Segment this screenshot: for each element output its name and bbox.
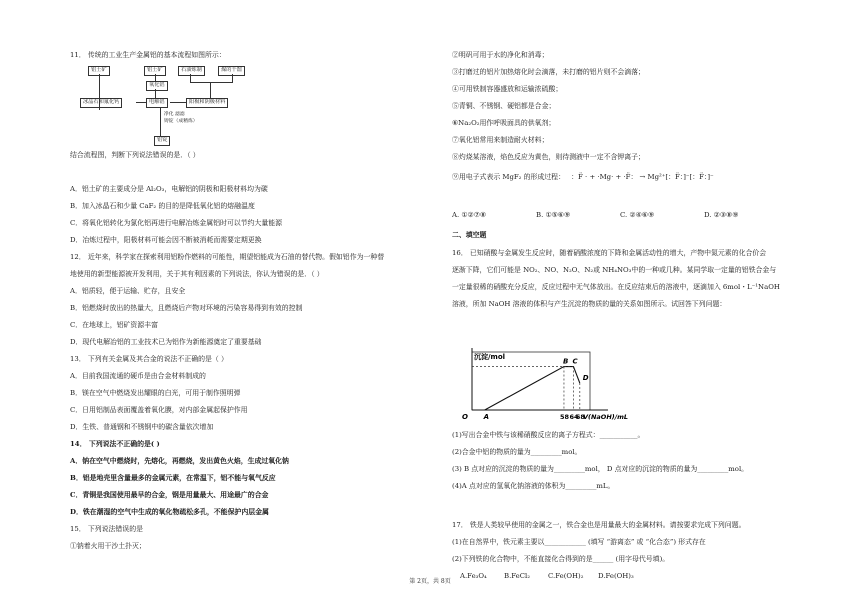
q15-item-7: ⑦氧化铝常用来制造耐火材料； <box>452 136 549 144</box>
q15-option-b: B. ①⑤⑥⑨ <box>536 211 571 219</box>
q15-option-a: A. ①②⑦⑧ <box>452 211 487 219</box>
q15-item-2: ②明矾可用于水的净化和消毒； <box>452 51 549 59</box>
q13-stem: 13． 下列有关金属及其合金的说法不正确的是（ ） <box>70 355 228 363</box>
q15-item-4: ④可用铁制容器盛放和运输浓硫酸； <box>452 85 563 93</box>
q13-option-d: D．生铁、普通钢和不锈钢中的碳含量依次增加 <box>70 423 214 431</box>
origin-label: O <box>462 413 468 421</box>
series-line <box>485 367 580 410</box>
q16-question-3: (3) B 点对应的沉淀的物质的量为_________mol， D 点对应的沉淀的物质的量为_________mol。 <box>452 465 749 473</box>
q15-item-9-text: ⑨用电子式表示 MgF₂ 的形成过程： <box>452 173 565 181</box>
q17-choice-c: C.Fe(OH)₂ <box>548 572 584 580</box>
q16-stem-line1: 16． 已知硝酸与金属发生反应时，随着硝酸浓度的下降和金属活动性的增大，产物中氮元素的化合价会 <box>452 249 767 257</box>
page-footer: 第 2页，共 8页 <box>409 578 451 585</box>
formula-mg: ·Mg· <box>597 173 614 181</box>
q12-option-a: A．铝质轻，便于运输、贮存，且安全 <box>70 287 186 295</box>
q12-option-d: D．现代电解冶铝的工业技术已为铝作为新能源奠定了重要基础 <box>70 338 262 346</box>
formula-f-left: ：F̈ · <box>571 173 588 181</box>
q14-option-a: A．钠在空气中燃烧时，先熔化，再燃烧，发出黄色火焰，生成过氧化钠 <box>70 457 289 465</box>
q11-option-c: C．将氧化铝转化为氯化铝再进行电解冶炼金属铝时可以节约大量能源 <box>70 219 282 227</box>
q17-question-1: (1)在自然界中，铁元素主要以____________ (填写 “游离态” 或 “化合态”) 形式存在 <box>452 538 706 546</box>
q15-item-8: ⑧灼烧某溶液，焰色反应为黄色，则待测液中一定不含钾离子； <box>452 153 645 161</box>
x-tick-label: 68 <box>575 413 585 421</box>
precipitate-volume-chart <box>452 348 632 428</box>
flow-al-oxide: 氧化铝 <box>146 81 168 91</box>
q16-stem-line2: 逐渐下降，它们可能是 NO₂、NO、N₂O、N₂或 NH₄NO₃中的一种或几种。某同学取一定量的铝铁合金与 <box>452 266 777 274</box>
q13-option-a: A．目前我国流通的硬币是由合金材料制成的 <box>70 372 206 380</box>
q16-question-2: (2)合金中铝的物质的量为_________mol。 <box>452 448 582 456</box>
q12-option-c: C．在地球上，铝矿资源丰富 <box>70 321 158 329</box>
flow-electro: 电解铝 <box>146 98 168 108</box>
q15-option-c: C. ②④⑥⑨ <box>620 211 655 219</box>
q13-option-c: C．日用铝制品表面覆盖着氧化膜，对内部金属起保护作用 <box>70 406 248 414</box>
point-label-A: A <box>483 413 490 421</box>
flow-process-1: 净化 滤滤 <box>164 112 185 117</box>
formula-f-right: ·F̈： <box>623 173 638 181</box>
q17-choice-d: D.Fe(OH)₃ <box>598 572 634 580</box>
q17-question-2: (2)下列铁的化合物中，不能直接化合得到的是______ (用字母代号填)。 <box>452 555 670 563</box>
aluminum-process-flowchart <box>80 66 270 154</box>
flow-line <box>160 107 161 136</box>
point-label-D: D <box>582 374 589 383</box>
q12-stem-line1: 12． 近年来，科学家在探索利用铝粉作燃料的可能性，期望铝能成为石油的替代物。假如铝作为一种替 <box>70 253 385 261</box>
formula-arrow: → <box>639 173 646 181</box>
q15-item-3: ③打磨过的铝片加热熔化时会滴落，未打磨的铝片则不会滴落； <box>452 68 645 76</box>
q14-stem: 14． 下列说法不正确的是( ) <box>70 440 160 448</box>
flow-coal-dry: 煤的干馏 <box>218 66 245 76</box>
flow-cryolite: 冰晶石和氟化钙 <box>80 98 122 108</box>
flow-alumina-ore: 铝土矿 <box>144 66 166 76</box>
q12-option-b: B．铝燃烧时放出的热量大，且燃烧后产物对环境的污染容易得到有效的控制 <box>70 304 303 312</box>
section-fill-in: 二、填空题 <box>452 231 487 239</box>
flow-line <box>155 89 156 98</box>
x-tick-label: 58 <box>559 413 569 421</box>
flow-arrow <box>170 102 186 103</box>
flow-line <box>190 82 233 83</box>
q11-option-a: A．铝土矿的主要成分是 Al₂O₃，电解铝的阴极和阳极材料均为碳 <box>70 185 268 193</box>
q13-option-b: B．镁在空气中燃烧发出耀眼的白光，可用于制作照明弹 <box>70 389 241 397</box>
point-label-B: B <box>562 357 569 366</box>
q14-option-d: D．铁在潮湿的空气中生成的氧化物疏松多孔，不能保护内层金属 <box>70 508 269 516</box>
flow-ingot: 铝锭 <box>154 136 170 146</box>
q15-item-9 <box>452 174 714 182</box>
x-tick-label: 64 <box>569 413 579 421</box>
q14-option-c: C．青铜是我国使用最早的合金，钢是用量最大、用途最广的合金 <box>70 491 269 499</box>
formula-plus-1: + <box>589 173 596 181</box>
q15-option-d: D. ②③⑧⑨ <box>704 211 739 219</box>
flow-line <box>190 74 191 82</box>
q15-item-5: ⑤青铜、不锈钢、硬铝都是合金； <box>452 102 556 110</box>
x-axis-label: V(NaOH)/mL <box>582 413 629 421</box>
flow-bauxite: 铝土矿 <box>88 66 110 76</box>
flow-oil-refine: 石油炼制 <box>178 66 205 76</box>
flow-anode-cathode: 阳极和阴极材料 <box>186 98 228 108</box>
mgf2-formula <box>571 173 713 181</box>
flow-line <box>99 74 100 110</box>
formula-plus-2: + <box>615 173 622 181</box>
q15-stem: 15． 下列说法错误的是 <box>70 525 143 533</box>
q11-lead: 结合流程图，判断下列说法错误的是．（ ） <box>70 151 200 159</box>
y-axis-label: 沉淀/mol <box>474 353 506 361</box>
q16-stem-line4: 溶液，所加 NaOH 溶液的体积与产生沉淀的物质的量的关系如图所示。试回答下列问题： <box>452 300 727 308</box>
q11-option-d: D．冶炼过程中，阳极材料可能会因不断被消耗而需要定期更换 <box>70 236 262 244</box>
q16-stem-line3: 一定量很稀的硝酸充分反应，反应过程中无气体放出。在反应结束后的溶液中，逐滴加入 6mol・L⁻¹NaOH <box>452 283 780 291</box>
q17-choice-a: A.Fe₃O₄ <box>460 572 487 580</box>
q15-item-6: ⑥Na₂O₂用作呼吸面具的供氧剂； <box>452 119 556 127</box>
flow-line <box>210 82 211 98</box>
flow-line <box>232 74 233 82</box>
q14-option-b: B．铝是地壳里含量最多的金属元素，在常温下，铝不能与氧气反应 <box>70 474 276 482</box>
q15-item-1: ①钠着火用干沙土扑灭； <box>70 542 146 550</box>
formula-product: Mg²⁺[：F̈：]⁻[：F̈：]⁻ <box>647 173 714 181</box>
flow-line <box>155 74 156 81</box>
q16-question-4: (4)A 点对应的氢氧化钠溶液的体积为_________mL。 <box>452 482 615 490</box>
flow-arrow <box>136 102 146 103</box>
q17-stem: 17． 铁是人类较早使用的金属之一，铁合金也是用量最大的金属材料。请按要求完成下列问题。 <box>452 521 746 529</box>
point-label-C: C <box>572 357 578 366</box>
q11-stem: 11． 传统的工业生产金属铝的基本流程如图所示： <box>70 51 226 59</box>
q16-question-1: (1)写出合金中铁与该稀硝酸反应的离子方程式：___________。 <box>452 431 645 439</box>
q11-option-b: B．加入冰晶石和少量 CaF₂ 的目的是降低氧化铝的熔融温度 <box>70 202 255 210</box>
flow-process-2: 铸锭（成精炼） <box>164 119 198 124</box>
q17-choice-b: B.FeCl₂ <box>504 572 530 580</box>
q12-stem-line2: 地使用的新型能源被开发利用，关于其有利因素的下列说法，你认为错误的是．（ ） <box>70 270 324 278</box>
